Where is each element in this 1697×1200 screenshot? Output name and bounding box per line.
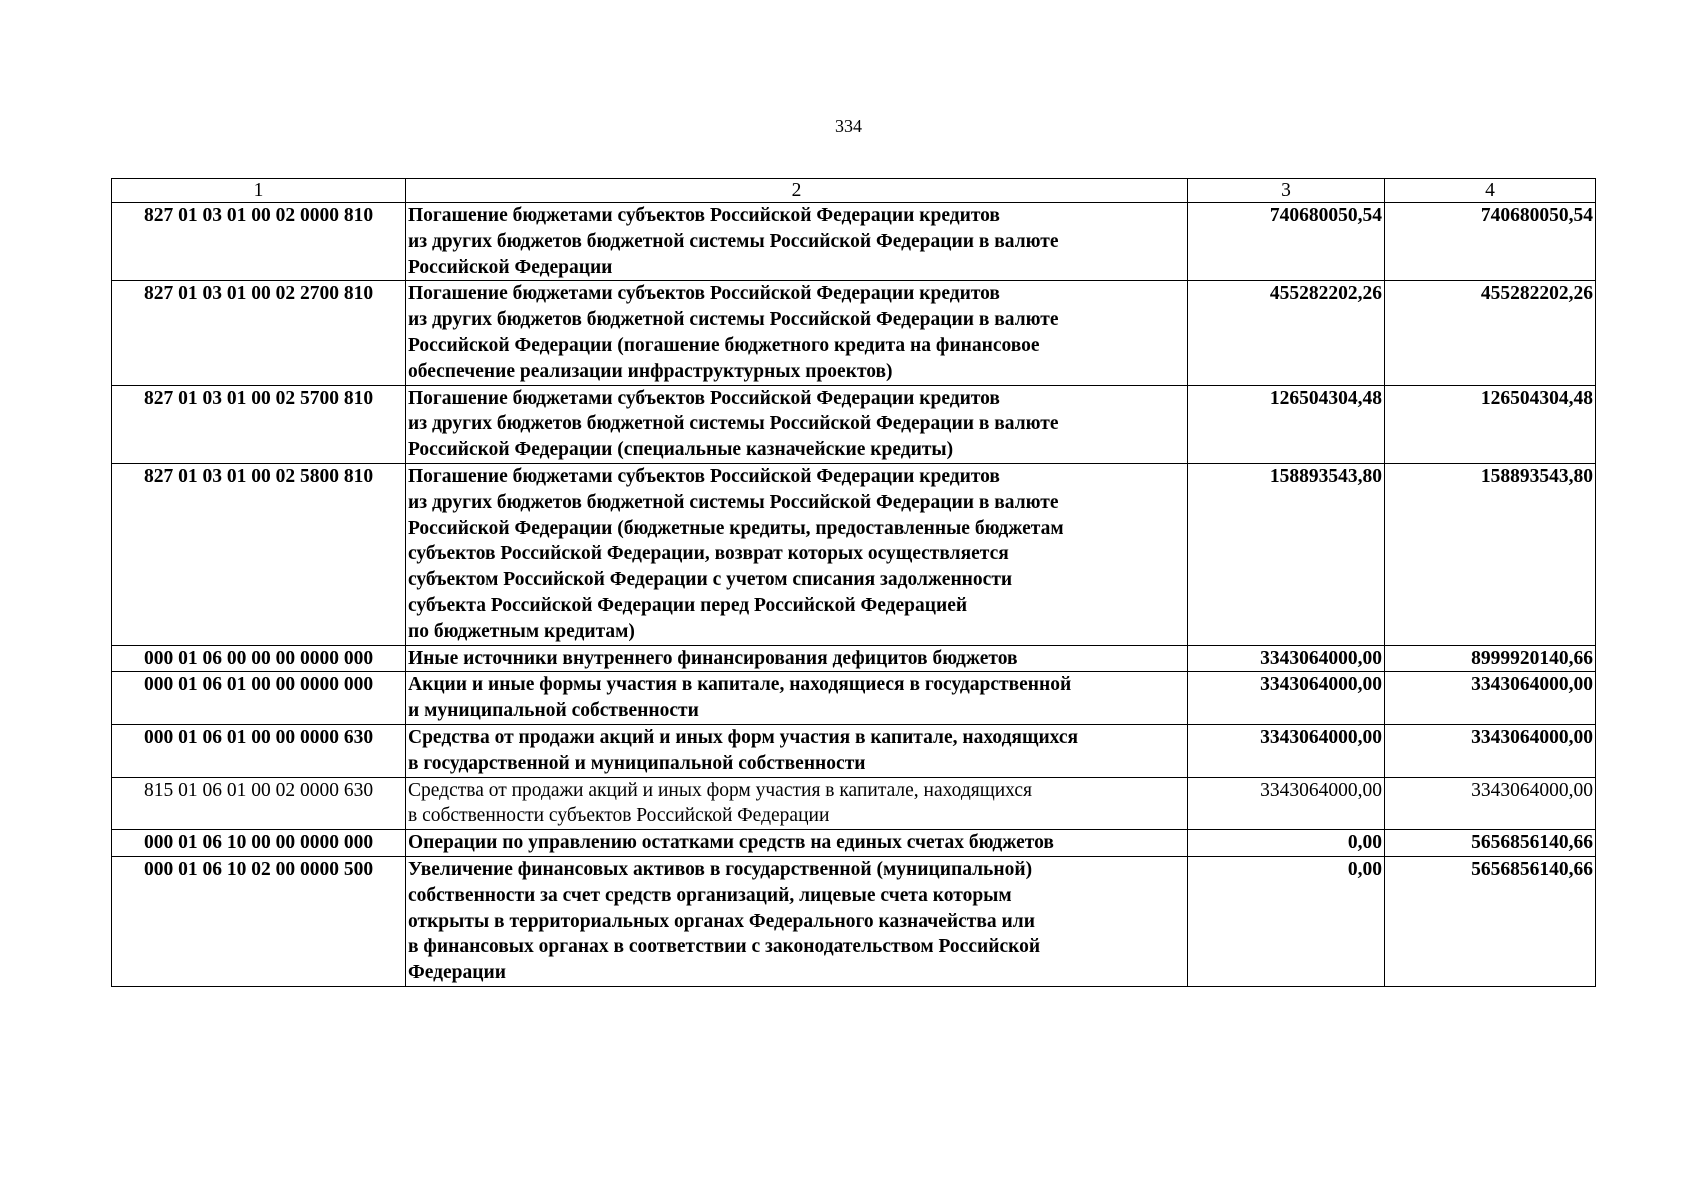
- table-row: [112, 203, 1596, 281]
- table-row: [112, 777, 1596, 830]
- value-cell-3: 0,00: [1188, 856, 1385, 986]
- description-cell: Погашение бюджетами субъектов Российской Федерации кредитов из других бюджетов бюджетной системы Российской Федерации в валюте Российской Федерации (бюджетные кредиты, предоставленные бюджетам субъектов Российской Федерации, возврат которых осуществляется субъектом Российской Федерации с учетом списания задолженности субъекта Российской Федерации перед Российской Федерацией по бюджетным кредитам): [406, 463, 1188, 645]
- table-row: [112, 385, 1596, 463]
- description-cell: Погашение бюджетами субъектов Российской Федерации кредитов из других бюджетов бюджетной системы Российской Федерации в валюте Российской Федерации: [406, 203, 1188, 281]
- header-cell-2: 2: [406, 179, 1188, 203]
- description-cell: Акции и иные формы участия в капитале, находящиеся в государственной и муниципальной собственности: [406, 672, 1188, 725]
- description-cell: Погашение бюджетами субъектов Российской Федерации кредитов из других бюджетов бюджетной системы Российской Федерации в валюте Российской Федерации (специальные казначейские кредиты): [406, 385, 1188, 463]
- value-cell-4: 5656856140,66: [1385, 856, 1596, 986]
- table-row: [112, 724, 1596, 777]
- code-cell: 827 01 03 01 00 02 0000 810: [112, 203, 406, 281]
- code-cell: 000 01 06 10 02 00 0000 500: [112, 856, 406, 986]
- table-row: [112, 281, 1596, 385]
- value-cell-3: 455282202,26: [1188, 281, 1385, 385]
- header-cell-1: 1: [112, 179, 406, 203]
- header-cell-4: 4: [1385, 179, 1596, 203]
- value-cell-4: 126504304,48: [1385, 385, 1596, 463]
- code-cell: 827 01 03 01 00 02 2700 810: [112, 281, 406, 385]
- table-header-row: [112, 179, 1596, 203]
- table-body: [112, 179, 1596, 987]
- code-cell: 827 01 03 01 00 02 5800 810: [112, 463, 406, 645]
- value-cell-4: 158893543,80: [1385, 463, 1596, 645]
- value-cell-4: 740680050,54: [1385, 203, 1596, 281]
- value-cell-4: 3343064000,00: [1385, 724, 1596, 777]
- table-row: [112, 463, 1596, 645]
- description-cell: Увеличение финансовых активов в государственной (муниципальной) собственности за счет средств организаций, лицевые счета которым открыты в территориальных органах Федерального казначейства или в финансовых органах в соответствии с законодательством Российской Федерации: [406, 856, 1188, 986]
- value-cell-4: 3343064000,00: [1385, 777, 1596, 830]
- code-cell: 827 01 03 01 00 02 5700 810: [112, 385, 406, 463]
- value-cell-4: 3343064000,00: [1385, 672, 1596, 725]
- description-cell: Операции по управлению остатками средств на единых счетах бюджетов: [406, 830, 1188, 857]
- code-cell: 000 01 06 00 00 00 0000 000: [112, 645, 406, 672]
- value-cell-4: 8999920140,66: [1385, 645, 1596, 672]
- value-cell-3: 126504304,48: [1188, 385, 1385, 463]
- value-cell-4: 455282202,26: [1385, 281, 1596, 385]
- code-cell: 000 01 06 01 00 00 0000 000: [112, 672, 406, 725]
- table-row: [112, 830, 1596, 857]
- code-cell: 815 01 06 01 00 02 0000 630: [112, 777, 406, 830]
- value-cell-3: 3343064000,00: [1188, 724, 1385, 777]
- table-row: [112, 856, 1596, 986]
- description-cell: Средства от продажи акций и иных форм участия в капитале, находящихся в собственности субъектов Российской Федерации: [406, 777, 1188, 830]
- value-cell-3: 3343064000,00: [1188, 672, 1385, 725]
- code-cell: 000 01 06 10 00 00 0000 000: [112, 830, 406, 857]
- value-cell-3: 3343064000,00: [1188, 645, 1385, 672]
- description-cell: Иные источники внутреннего финансирования дефицитов бюджетов: [406, 645, 1188, 672]
- value-cell-4: 5656856140,66: [1385, 830, 1596, 857]
- budget-sources-table: [111, 178, 1596, 987]
- table-row: [112, 645, 1596, 672]
- page-number: 334: [835, 116, 862, 136]
- value-cell-3: 3343064000,00: [1188, 777, 1385, 830]
- value-cell-3: 740680050,54: [1188, 203, 1385, 281]
- description-cell: Средства от продажи акций и иных форм участия в капитале, находящихся в государственной и муниципальной собственности: [406, 724, 1188, 777]
- code-cell: 000 01 06 01 00 00 0000 630: [112, 724, 406, 777]
- table-row: [112, 672, 1596, 725]
- header-cell-3: 3: [1188, 179, 1385, 203]
- value-cell-3: 0,00: [1188, 830, 1385, 857]
- description-cell: Погашение бюджетами субъектов Российской Федерации кредитов из других бюджетов бюджетной системы Российской Федерации в валюте Российской Федерации (погашение бюджетного кредита на финансовое обеспечение реализации инфраструктурных проектов): [406, 281, 1188, 385]
- value-cell-3: 158893543,80: [1188, 463, 1385, 645]
